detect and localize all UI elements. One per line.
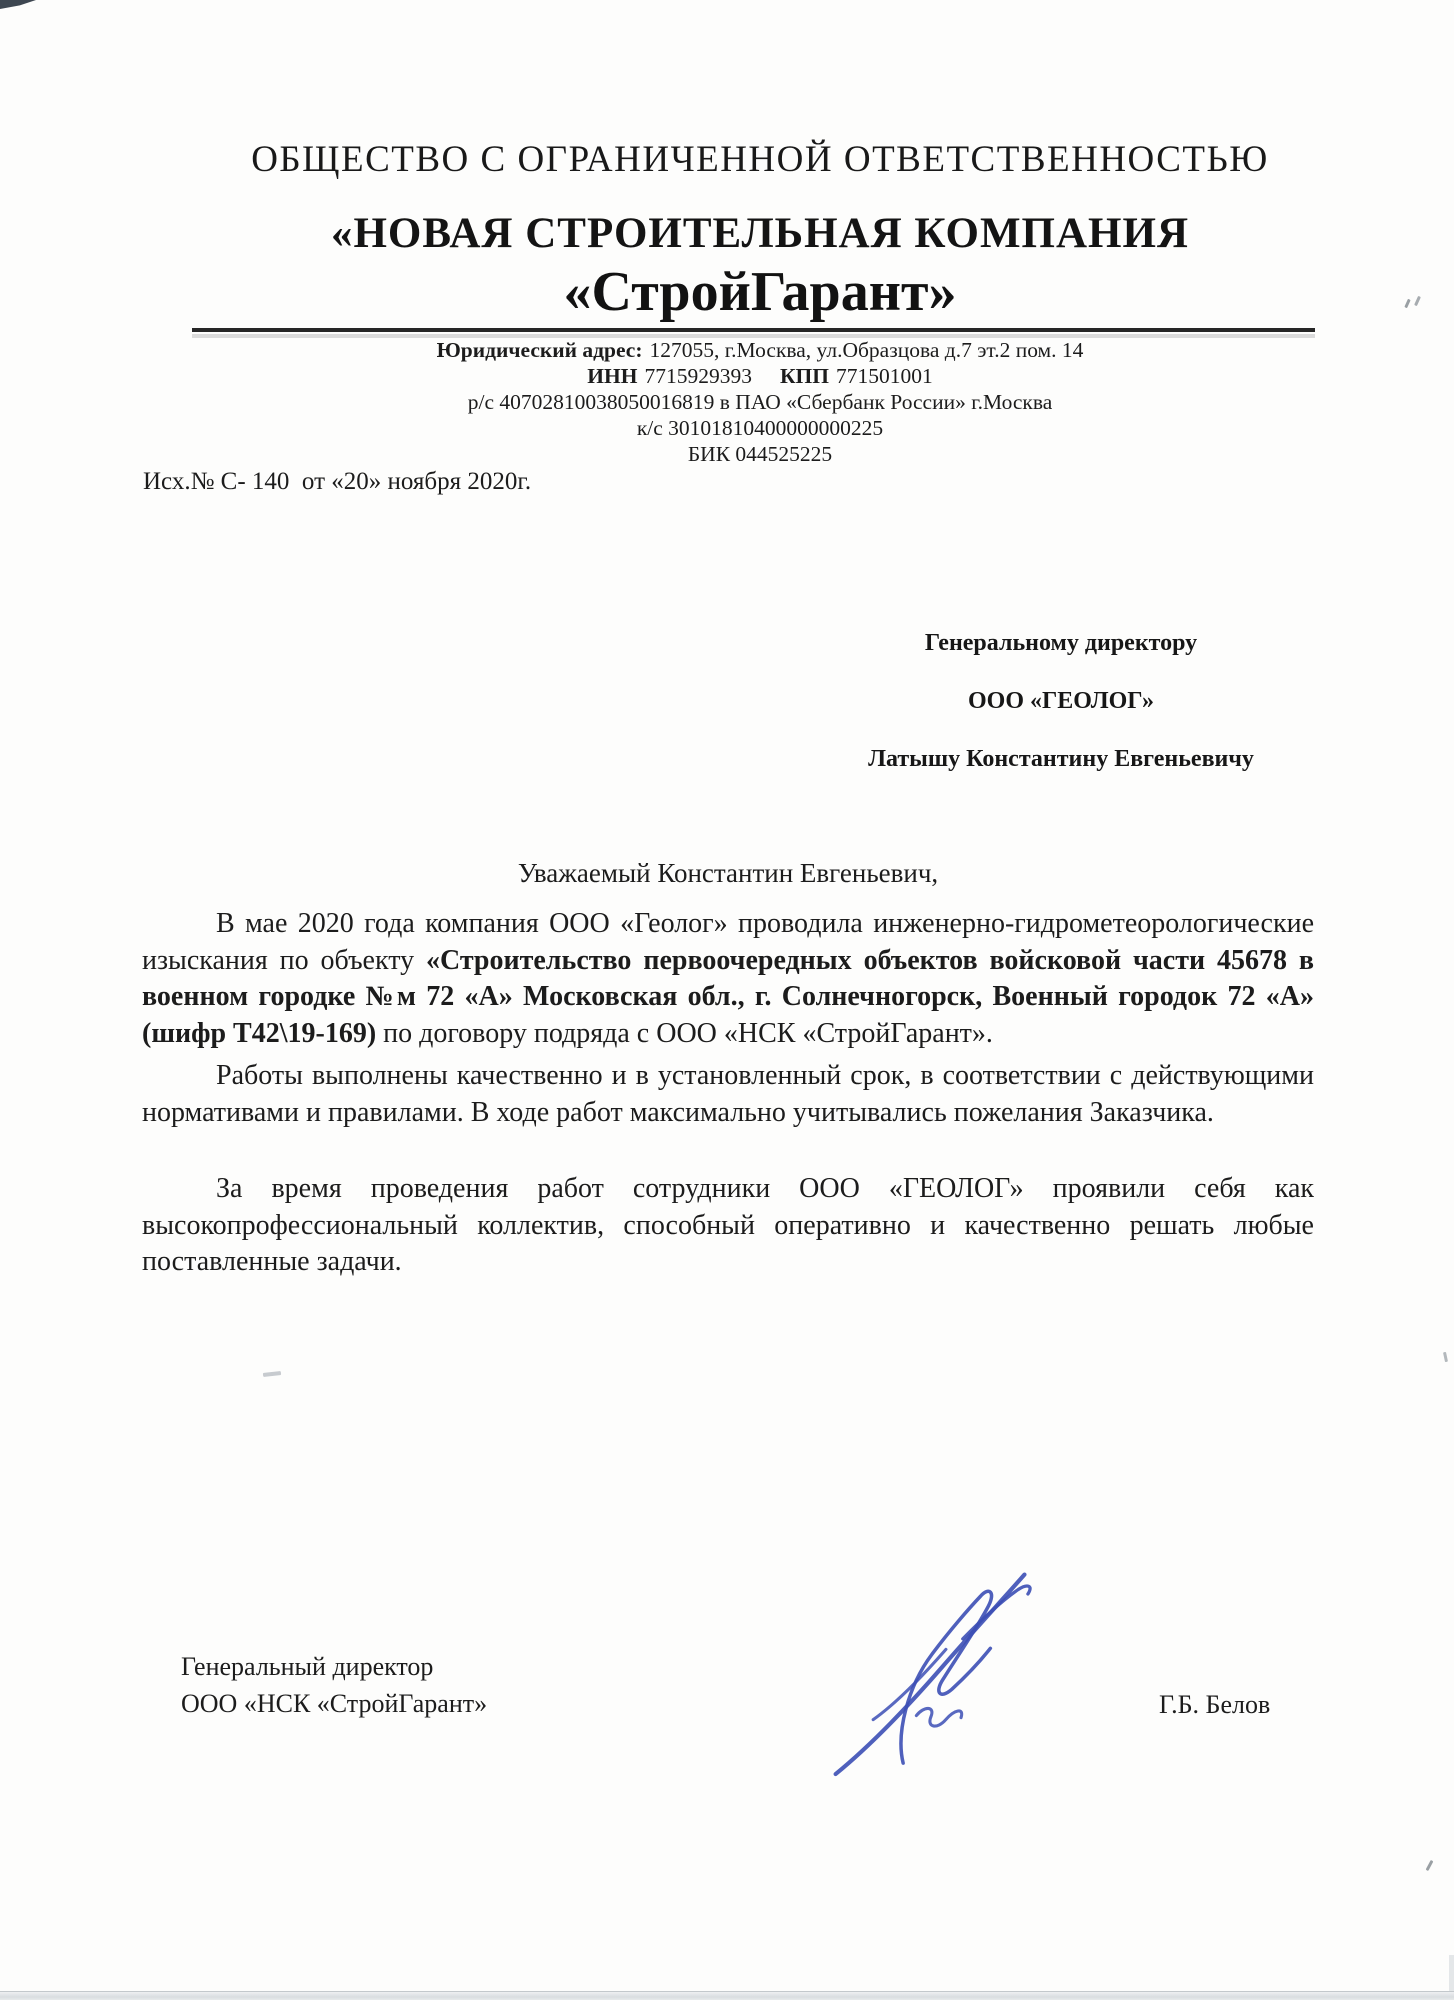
company-brand-line: «СтройГарант» — [563, 261, 957, 323]
body-paragraph-3: За время проведения работ сотрудники ООО «ГЕОЛОГ» проявили себя как высокопрофессиональный коллектив, способный оперативно и качественно решать любые поставленные задачи. — [142, 1173, 1314, 1277]
recipient-block — [828, 614, 1294, 788]
signatory-company: ООО «НСК «СтройГарант» — [181, 1689, 488, 1718]
org-type-line: ОБЩЕСТВО С ОГРАНИЧЕННОЙ ОТВЕТСТВЕННОСТЬЮ — [251, 139, 1269, 180]
signature-ink — [801, 1549, 1078, 1789]
recipient-position: Генеральному директору — [924, 630, 1198, 656]
salutation: Уважаемый Константин Евгеньевич, — [517, 858, 939, 888]
signatory-title-block — [181, 1648, 487, 1722]
correspondent-account-line: к/с 30101810400000000225 — [636, 416, 884, 440]
recipient-company: ООО «ГЕОЛОГ» — [968, 688, 1154, 714]
scan-artifact-bottom-edge — [0, 1991, 1454, 2000]
scan-artifact-top-left — [0, 0, 36, 9]
recipient-name: Латышу Константину Евгеньевичу — [868, 746, 1254, 772]
scan-speck-right-lower — [1426, 1860, 1434, 1871]
outgoing-reference: Исх.№ С- 140 от «20» ноября 2020г. — [143, 468, 532, 495]
body-paragraph-1: В мае 2020 года компания ООО «Геолог» проводила инженерно-гидрометеорологические изыскания по объекту «Строительство первоочередных объектов войсковой части 45678 в военном городке №м 72 «А» Московская обл., г. Солнечногорск, Военный городок 72 «А» (шифр Т42\19-169) по договору подряда с ООО «НСК «СтройГарант». — [142, 908, 1314, 1049]
inn-label: ИНН — [587, 364, 638, 388]
legal-address-line — [66, 337, 1454, 363]
inn-value: 7715929393 — [644, 364, 752, 388]
legal-address-value: 127055, г.Москва, ул.Образцова д.7 эт.2 пом. 14 — [649, 338, 1084, 362]
scan-speck-left-margin — [263, 1371, 281, 1377]
settlement-account-line: р/с 40702810038050016819 в ПАО «Сбербанк России» г.Москва — [467, 390, 1053, 414]
signatory-name: Г.Б. Белов — [1159, 1690, 1271, 1719]
signatory-title: Генеральный директор — [181, 1652, 434, 1681]
scan-speck-right-middle — [1443, 1352, 1448, 1362]
inn-kpp-line — [66, 363, 1454, 389]
letterhead-divider-rule — [192, 328, 1315, 332]
legal-address-label: Юридический адрес: — [436, 338, 643, 362]
letterhead-block — [66, 138, 1454, 324]
body-paragraph-2: Работы выполнены качественно и в установленный срок, в соответствии с действующими нормативами и правилами. В ходе работ максимально учитывались пожелания Заказчика. — [142, 1060, 1314, 1128]
letter-body — [142, 906, 1314, 1281]
kpp-value: 771501001 — [835, 364, 933, 388]
bik-line: БИК 044525225 — [687, 442, 833, 466]
kpp-label: КПП — [779, 364, 829, 388]
requisites-block — [66, 337, 1454, 467]
company-name-line: «НОВАЯ СТРОИТЕЛЬНАЯ КОМПАНИЯ — [330, 210, 1190, 257]
